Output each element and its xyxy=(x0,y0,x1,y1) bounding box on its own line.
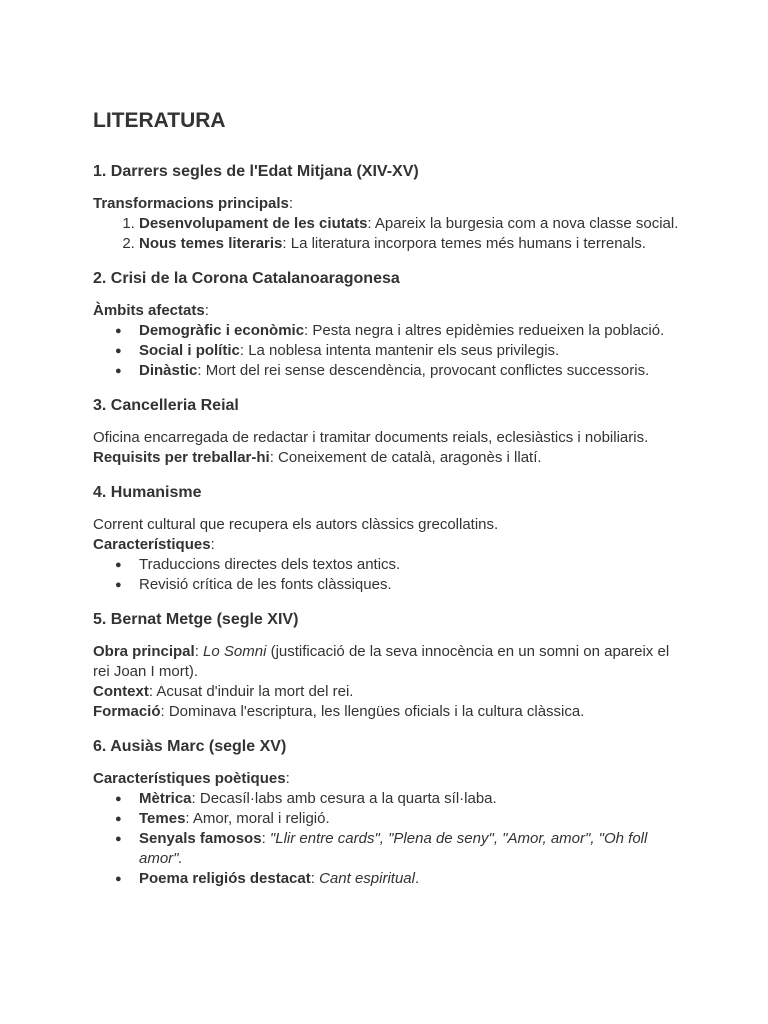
section-5 xyxy=(93,610,683,722)
bullet-list xyxy=(93,321,683,381)
section-3 xyxy=(93,396,683,468)
section-heading: 2. Crisi de la Corona Catalanoaragonesa xyxy=(93,270,400,287)
list-item: ● Traduccions directes dels textos antics. xyxy=(139,555,683,575)
section-label: Transformacions principals: xyxy=(93,195,294,212)
list-item: ● Poema religiós destacat: Cant espiritual. xyxy=(139,869,683,889)
section-heading: 5. Bernat Metge (segle XIV) xyxy=(93,611,299,628)
section-2 xyxy=(93,269,683,381)
section-heading: 6. Ausiàs Marc (segle XV) xyxy=(93,738,287,755)
section-heading: 3. Cancelleria Reial xyxy=(93,397,239,414)
document-title: LITERATURA xyxy=(93,109,226,132)
section-1 xyxy=(93,162,683,254)
section-heading: 4. Humanisme xyxy=(93,484,202,501)
bullet-list xyxy=(93,789,683,889)
list-item: ● Demogràfic i econòmic: Pesta negra i altres epidèmies redueixen la població. xyxy=(139,321,683,341)
bullet-list xyxy=(93,555,683,595)
paragraph: Obra principal: Lo Somni (justificació de la seva innocència en un somni on apareix el rei Joan I mort). xyxy=(93,643,670,680)
numbered-list xyxy=(93,214,683,254)
list-item: 2. Nous temes literaris: La literatura incorpora temes més humans i terrenals. xyxy=(139,234,683,254)
section-label: Característiques: xyxy=(93,536,215,553)
list-item: ● Temes: Amor, moral i religió. xyxy=(139,809,683,829)
list-item: ● Senyals famosos: "Llir entre cards", "Plena de seny", "Amor, amor", "Oh foll amor". xyxy=(139,829,683,869)
section-heading: 1. Darrers segles de l'Edat Mitjana (XIV-XV) xyxy=(93,163,419,180)
list-item: ● Social i polític: La noblesa intenta mantenir els seus privilegis. xyxy=(139,341,683,361)
paragraph: Oficina encarregada de redactar i tramitar documents reials, eclesiàstics i nobiliaris. xyxy=(93,429,649,446)
list-item: ● Revisió crítica de les fonts clàssiques. xyxy=(139,575,683,595)
list-item: ● Mètrica: Decasíl·labs amb cesura a la quarta síl·laba. xyxy=(139,789,683,809)
list-item: 1. Desenvolupament de les ciutats: Apareix la burgesia com a nova classe social. xyxy=(139,214,683,234)
paragraph: Corrent cultural que recupera els autors clàssics grecollatins. xyxy=(93,516,499,533)
list-item: ● Dinàstic: Mort del rei sense descendència, provocant conflictes successoris. xyxy=(139,361,683,381)
section-6 xyxy=(93,737,683,889)
paragraph: Formació: Dominava l'escriptura, les llengües oficials i la cultura clàssica. xyxy=(93,703,585,720)
document-content xyxy=(93,106,683,904)
paragraph: Context: Acusat d'induir la mort del rei. xyxy=(93,683,354,700)
section-label: Característiques poètiques: xyxy=(93,770,290,787)
paragraph: Requisits per treballar-hi: Coneixement de català, aragonès i llatí. xyxy=(93,449,542,466)
section-4 xyxy=(93,483,683,595)
section-label: Àmbits afectats: xyxy=(93,302,209,319)
